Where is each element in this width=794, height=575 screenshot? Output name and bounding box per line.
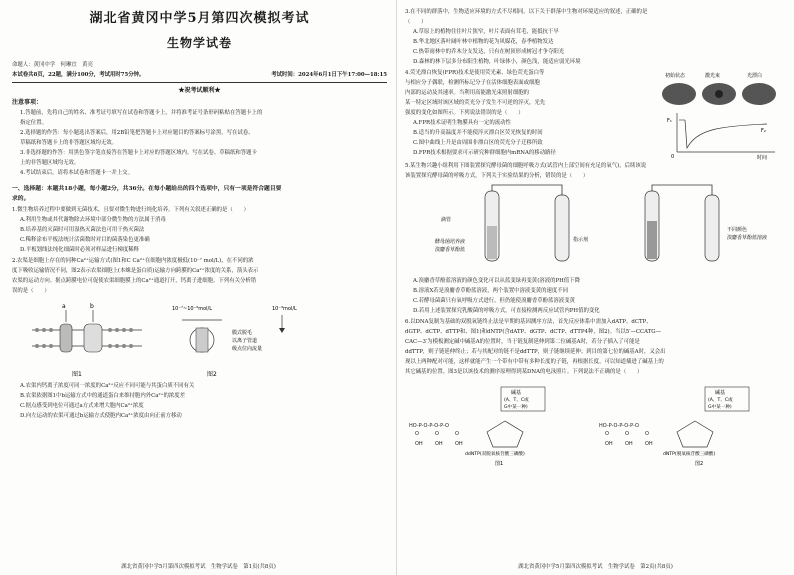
exam-subtitle: 生物学试卷 [166,36,232,50]
exam-title: 湖北省黄冈中学5月第四次模拟考试 [89,11,310,26]
question-5 [405,161,784,181]
page-2 [397,0,794,575]
note-line: 2.选择题的作答：每小题选出答案后，用2B铅笔把答题卡上对应题目的答案标号涂黑。写在试卷、 [20,130,254,136]
q4-stem: 强度的变化如图所示。下列说法错误的是（ ） [405,110,524,116]
page-footer-2: 湖北省黄冈中学5月第四次模拟考试 生物学试卷 第2页(共8页) [518,564,673,570]
time-axis-label: 时间 [757,155,768,160]
dropper-label: 滴管 [441,217,452,223]
question-3 [405,7,784,67]
section-heading-cont: 求的。 [12,196,30,202]
q2-stem: 农渠的运动方向。据点跨膜电位可促使农渠细胞膜上的Ca²⁺通道打开，钙离子进细胞。下列有关分析错 [12,278,257,284]
fig2-label: 图2 [695,461,704,467]
fig2-conc-left: 10⁻⁷~10⁻⁶mol/L [172,306,212,312]
q1-option-b: B.培养基的灭菌时可用湿热灭菌法也可用干热灭菌法 [20,227,145,233]
fig1-label: 图1 [495,461,504,467]
q2-option-d: D.向左运动的农渠可通过b运输方式使胞内Ca²⁺浓度由向正前方移动 [20,413,182,419]
fig1-caption: 图1 [72,371,82,378]
nucleotide-figure [405,377,785,467]
svg-text:O: O [455,431,459,437]
q2-option-a: A.农渠内钙离子浓度可同一浓度的Ca²⁺反应不同可能与其蛋白质不同有关 [20,383,195,389]
q5-stem: 该装置探究酵母菌的呼吸方式，下列关于实验结果的分析，错误的是（ ） [405,173,589,179]
membrane-figure-1 [12,300,162,380]
svg-text:b: b [90,303,94,310]
notes-title: 注意事项： [12,99,43,106]
svg-text:OH: OH [625,441,633,447]
note-line: 草稿纸和答题卡上的非答题区域均无效。 [20,140,118,146]
svg-text:a: a [62,303,66,310]
fig2-conc-right: 10⁻³mol/L [272,306,297,312]
ddntp-caption: ddNTP(双脱氧核苷酸三磷酸) [465,452,525,457]
question-2 [12,256,387,296]
svg-text:O: O [415,431,419,437]
fig2-legend-1: 膜式脱毛 [232,330,253,336]
svg-text:OH: OH [455,441,463,447]
dntp-caption: dNTP(脱氧核苷酸三磷酸) [663,452,716,457]
fpr-initial-label: 初始状态 [665,73,686,79]
q5-option-a: A.溴麝香草酚蓝溶液的颜色变化可以从蓝变绿再变黄(溶液的PH值下降 [413,278,580,284]
q6-stem: 现以上两种配对可能，这样就能产生一个带有中带有多种长度的子链，再根据长度，可以知道插进了碱基上的 [405,359,664,365]
authors: 命题人：黄冈中学 何琳宜 黄亮 [12,62,93,68]
svg-text:OH: OH [645,441,653,447]
q2-option-b: B.农渠依据图1中b运输方式中的通道蛋白来维持胞内外Ca²⁺的浓度差 [20,393,186,399]
f2-label: F₂ [761,128,766,134]
fig2-caption: 图2 [207,371,217,378]
exam-info-right: 考试时间：2024年6月1日下午17:00—18:15 [271,72,387,78]
yeast-culture-label: 酵母菌培养液 [435,239,466,245]
yeast-apparatus-figure [405,181,785,271]
q6-stem: CAC—3′为模板测定碱中碱基A的位置时，当于链复制延伸到第二位碱基A时，若分子插入了可能是 [405,339,640,345]
origin-label: 0 [671,154,675,160]
note-line: 1.答题前，先将自己的姓名、准考证号填写在试卷和答题卡上，并将准考证号条形码粘贴在答题卡上的 [20,110,263,116]
note-line: 4.考试结束后，请将本试卷和答题卡一并上交。 [20,170,133,176]
btb-solution-label: 溴麝香草酚蓝溶液 [727,235,768,241]
rule [12,82,387,83]
q4-stem: 某一特定区域时该区域的荧光分子发生不可逆的淬灭，光先 [405,100,546,106]
q2-options [12,381,387,421]
notes-list [12,108,387,178]
exam-info [12,70,387,80]
btb-label: 溴麝香草酚蓝 [435,247,466,253]
svg-text:O: O [625,431,629,437]
section-heading: 一、选择题：本题共18小题，每小题2分，共36分。在每小题给出的四个选项中，只有一项是符合题目要 [12,186,282,192]
svg-text:O: O [605,431,609,437]
q5-option-d: D.若用上述装置探究乳酸菌的呼吸方式，可直接检测两反应试管内PH值的变化 [413,308,600,314]
fig2-legend-3: 级点位向流量 [232,346,263,352]
fpr-laser-label: 激光束 [705,73,721,79]
q3-stem: 3.在不同的群落中，生物适应环境的方式不尽相同。以下关于群落中生物对环境适应的叙述，正确的是 [405,9,648,15]
q2-figures [12,300,387,380]
q6-stem: dGTP、dCTP、dTTP和、图1)和dNTP(含dATP、dGTP、dCTP、dTTP4种，图2)。当以5′—CCATG— [405,329,661,335]
svg-text:HO-P-O-P-O-P-O: HO-P-O-P-O-P-O [599,423,639,429]
q1-stem: 1.微生物培养过程中要做到无菌技术，且要对微生物进行纯化培养。下列有关叙述正确的是（ ） [12,207,249,213]
q2-stem: 度下吸收运输情况不同，图2表示农渠细胞上(本蛛是蛋白质)运输方向跨膜的Ca²⁺浓度的关系，箭头表示 [12,268,259,274]
note-line: 指定位置。 [20,120,47,126]
svg-text:HO-P-O-P-O-P-O: HO-P-O-P-O-P-O [409,423,449,429]
fig2-legend-2: 以离子管道 [232,338,258,344]
fpr-figure [657,68,782,160]
question-6 [405,317,784,377]
color-label: 不同颜色 [727,227,748,233]
exam-info-left: 本试卷共8页，22题，满分100分，考试用时75分钟。 [12,72,145,78]
svg-text:OH: OH [435,441,443,447]
q1-option-d: D.平板划线法纯化细菌时必须对样品进行梯度稀释 [20,247,140,253]
base-label-2: 碱基 [715,390,726,396]
q3-option-c: C.热带雨林中的乔木分支发达，只有在树顶形成树冠才争夺阳光 [413,49,565,55]
svg-text:OH: OH [415,441,423,447]
base-opts-1b: G中某一种) [504,405,528,410]
q2-stem: 2.农渠是细胞上存在的同种Ca²⁺运输方式(图1和C Ca²⁺在细胞内浓度极低(10⁻⁷ mol/L)，在不同的浓 [12,258,254,264]
q2-option-c: C.据点感受到电位可通过a方式来增大胞内Ca²⁺浓度 [20,403,144,409]
question-4 [405,68,784,160]
q2-stem: 误的是（ ） [12,288,50,294]
note-line: 上的非答题区域均无效。 [20,160,80,166]
q4-stem: 内部的运动及其速率。当利用高能激光束照射细胞的 [405,90,529,96]
base-opts-2: (A、T、C或 [708,398,733,403]
note-line: 3.非选择题的作答：用黑色签字笔直接答在答题卡上对应的答题区域内。写在试卷、草稿纸和答题卡 [20,150,257,156]
q1-option-c: C.稀释涂布平板法统计活菌数时对目的菌落染色更准确 [20,237,150,243]
membrane-figure-2 [162,300,352,380]
q3-option-b: B.华北地区落叶阔叶林中植物的花为风媒花，春季植物发达 [413,39,554,45]
q4-option-a: A.FPR技术证明生物膜具有一定的流动性 [413,120,511,126]
q5-stem: 5.某生物兴趣小组利用下图装置探究酵母菌的细胞呼吸方式(试管内上部空间有充足的氧气)，后续该说 [405,163,647,169]
page-footer-1: 湖北省黄冈中学5月第四次模拟考试 生物学试卷 第1页(共8页) [121,564,276,570]
q6-stem: ddTTP，则子链延伸终止；若与其配对的链不是ddTTP，则子链继续延伸；到目的第七位的碱基A时，又会出 [405,349,666,355]
base-opts-1: (A、T、C或 [504,398,529,403]
q4-option-d: D.FPR技术根据要求可示研究种群细胞内mRNA的移动路径 [413,150,556,156]
q5-option-c: C.若酵母菌菌只有氧呼吸方式进行，但仍能使溴麝香草酚蓝溶液变黄 [413,298,575,304]
q1-option-a: A.利用生物或其代谢物除去环境中部分微生物的方法属于消毒 [20,217,166,223]
q3-option-a: A.草原上的植物往往叶片狭窄，叶片表面有茸毛，能抵抗干旱 [413,29,559,35]
svg-text:OH: OH [605,441,613,447]
q3-option-d: D.森林的林下层多分布阳生植物，叶绿体小，颜色浅，能适应弱光环境 [413,59,581,65]
svg-text:O: O [645,431,649,437]
q4-stem: 4.荧光漂白恢复(FPR)技术是使用荧光素、绿色荧光蛋白等 [405,70,545,76]
q5-option-b: B.溶液X若是溴麝香草酚蓝溶液，两个装置中溶液变黄的速度不同 [413,288,569,294]
fpr-bleach-label: 光漂白 [747,73,763,79]
q5-options [405,276,784,316]
q6-stem: 其它碱基的位置。图3是以该技术的测序原理得到某DNA的电泳照片。下列说法不正确的是（ ） [405,369,643,375]
q6-stem: 6.以DNA复制为基础的双脱氧链终止法是早期的基因测序方法，首先反应体系中需加入dATP、dCTP、 [405,319,652,325]
good-luck: ★祝考试顺利★ [178,87,221,94]
q4-stem: 与相应分子偶联，检测所标记分子在活体细胞表面或细胞 [405,80,540,86]
question-1 [12,205,387,255]
q4-option-b: B.适当的升高温度并不能使淬灭漂白区荧光恢复的时间 [413,130,543,136]
q4-option-c: C.图中曲线上升是由周围非漂白区的荧光分子迁移所致 [413,140,543,146]
svg-text:O: O [435,431,439,437]
f1-label: F₁ [667,118,672,124]
q3-stem-cont: （ ） [405,19,427,25]
indicator-label: 指示剂 [573,237,589,243]
base-opts-2b: G中某一种) [708,405,732,410]
base-label-1: 碱基 [511,390,522,396]
